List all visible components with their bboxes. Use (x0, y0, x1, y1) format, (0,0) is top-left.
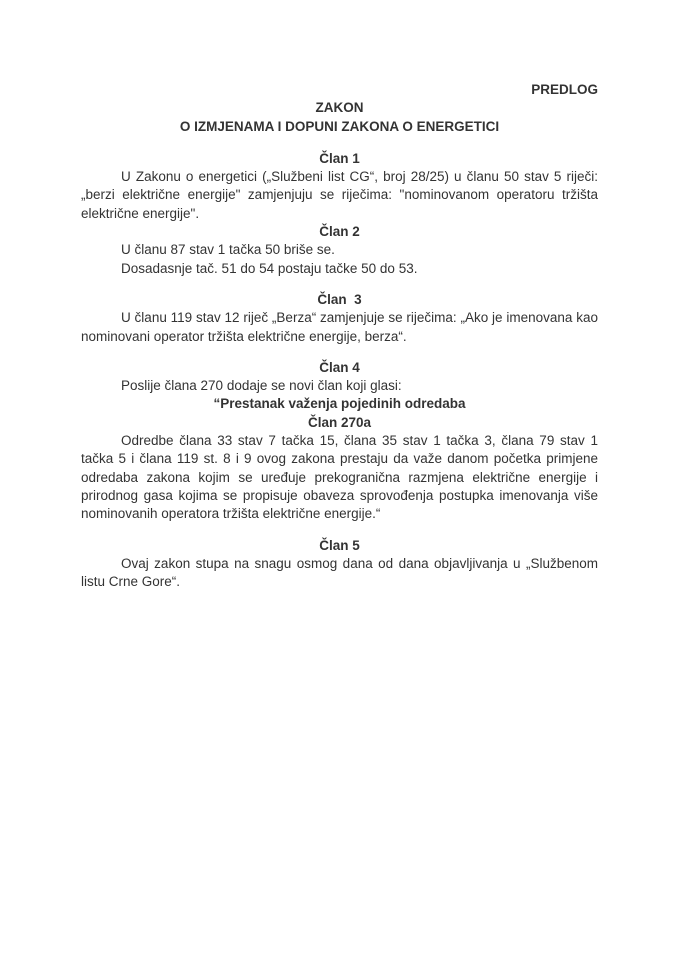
article-5-paragraph: Ovaj zakon stupa na snagu osmog dana od dana objavljivanja u „Službenom listu Crne Gore“. (81, 555, 598, 590)
article-4 (81, 359, 598, 524)
article-270a-heading: Član 270a (307, 414, 372, 430)
law-subtitle: O IZMJENAMA I DOPUNI ZAKONA O ENERGETICI (179, 118, 500, 134)
law-title: ZAKON (315, 100, 364, 116)
article-3-paragraph: U članu 119 stav 12 riječ „Berza“ zamjenjuje se riječima: „Ako je imenovana kao nominovani operator tržišta električne energije, berza“. (81, 310, 598, 344)
article-3 (81, 291, 598, 346)
article-4-paragraph-1: Poslije člana 270 dodaje se novi član koji glasi: (121, 378, 402, 394)
article-2-paragraph-1: U članu 87 stav 1 tačka 50 briše se. (121, 242, 335, 258)
article-1-paragraph: U Zakonu o energetici („Službeni list CG“, broj 28/25) u članu 50 stav 5 riječi: „berzi električne energije" zamjenjuju se riječima: "nominovanom operatoru tržišta električne energije". (81, 169, 598, 221)
article-2-paragraph-2: Dosadasnje tač. 51 do 54 postaju tačke 50 do 53. (121, 260, 418, 276)
article-1 (81, 150, 598, 223)
article-5 (81, 537, 598, 592)
article-5-heading: Član 5 (319, 537, 360, 553)
document-status-label: PREDLOG (531, 82, 598, 97)
article-4-heading: Član 4 (319, 359, 360, 375)
article-270a-paragraph: Odredbe člana 33 stav 7 tačka 15, člana 35 stav 1 tačka 3, člana 79 stav 1 tačka 5 i člana 119 st. 8 i 9 ovog zakona prestaju da važe danom početka primjene odredaba zakona kojim se uređuje prekogranična razmjena električne energije i prirodnog gasa kojima se propisuje obaveza sprovođenja postupka imenovanja više nominovanih operatora tržišta električne energije.“ (81, 433, 598, 522)
article-3-heading: Član 3 (317, 291, 362, 307)
article-2 (81, 223, 598, 278)
article-2-heading: Član 2 (319, 224, 360, 240)
article-4-new-provision-title: “Prestanak važenja pojedinih odredaba (213, 396, 466, 412)
article-1-heading: Član 1 (319, 150, 360, 166)
